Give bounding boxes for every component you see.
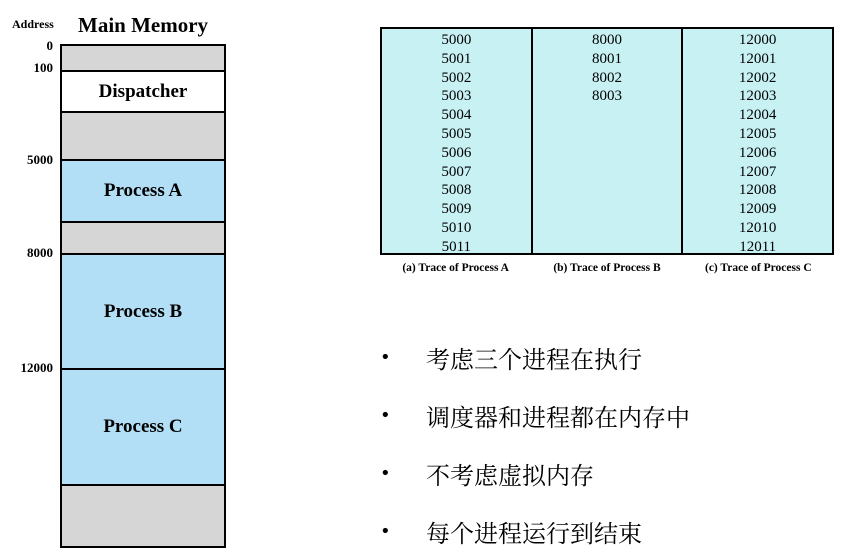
- address-label-5000: 5000: [27, 152, 53, 167]
- trace-cell: 8001: [592, 50, 622, 67]
- address-label-8000: 8000: [27, 245, 53, 260]
- trace-cell: 5004: [441, 107, 472, 124]
- bullet-item: [380, 502, 690, 560]
- trace-cell: 5008: [441, 182, 472, 199]
- bullet-text: 考虑三个进程在执行: [426, 345, 642, 374]
- bullet-marker: •: [380, 462, 391, 484]
- process-b-segment: [60, 253, 226, 370]
- trace-cell: 12005: [738, 125, 777, 142]
- trace-captions: [380, 262, 834, 274]
- bullet-item: [380, 444, 690, 502]
- bullet-list: [380, 328, 690, 560]
- trace-cell: 5002: [441, 69, 472, 86]
- trace-cell: 5003: [441, 88, 472, 105]
- process-c-segment: [60, 368, 226, 486]
- trace-cell: 12004: [738, 107, 777, 124]
- address-header: Address: [12, 17, 54, 31]
- trace-cell: 5009: [441, 201, 472, 218]
- memory-free-segment-bottom: [60, 484, 226, 548]
- trace-cell: 5007: [441, 163, 472, 180]
- trace-cell: 12001: [738, 50, 777, 67]
- trace-column-a: [382, 29, 533, 253]
- trace-cell: 12011: [739, 238, 777, 255]
- address-label-12000: 12000: [20, 360, 53, 375]
- bullet-text: 不考虑虚拟内存: [426, 461, 594, 490]
- trace-cell: 12003: [738, 88, 777, 105]
- trace-cell: 5001: [441, 50, 472, 67]
- memory-free-segment-2: [60, 221, 226, 255]
- trace-cell: 12002: [738, 69, 777, 86]
- trace-cell: 8003: [592, 88, 622, 105]
- trace-column-b: [533, 29, 684, 253]
- trace-cell: 5000: [441, 32, 472, 48]
- memory-free-segment-1: [60, 111, 226, 161]
- bullet-marker: •: [380, 520, 391, 542]
- dispatcher-label: Dispatcher: [98, 80, 188, 102]
- trace-table: [380, 27, 834, 255]
- process-a-label: Process A: [103, 180, 183, 201]
- bullet-item: [380, 386, 690, 444]
- main-memory-title: Main Memory: [78, 13, 209, 37]
- trace-cell: 12008: [738, 182, 777, 199]
- trace-cell: 12000: [738, 32, 777, 48]
- dispatcher-segment: [60, 70, 226, 113]
- trace-column-c: [683, 29, 832, 253]
- trace-cell: 8002: [592, 69, 622, 86]
- bullet-text: 调度器和进程都在内存中: [426, 403, 690, 432]
- trace-caption-c: (c) Trace of Process C: [704, 262, 812, 274]
- trace-cell: 5011: [441, 238, 472, 255]
- address-label-0: 0: [46, 38, 53, 53]
- memory-free-segment-top: [60, 44, 226, 72]
- trace-cell: 12009: [738, 201, 777, 218]
- trace-cell: 12006: [738, 144, 777, 161]
- process-b-label: Process B: [103, 300, 183, 322]
- bullet-marker: •: [380, 404, 391, 426]
- process-c-label: Process C: [103, 416, 183, 437]
- bullet-marker: •: [380, 346, 391, 368]
- trace-caption-b: (b) Trace of Process B: [553, 262, 661, 274]
- trace-cell: 5006: [441, 144, 472, 161]
- address-label-100: 100: [33, 60, 53, 75]
- bullet-text: 每个进程运行到结束: [426, 519, 642, 548]
- trace-caption-a: (a) Trace of Process A: [402, 262, 509, 274]
- bullet-item: [380, 328, 690, 386]
- trace-cell: 8000: [592, 32, 622, 48]
- trace-cell: 5005: [441, 125, 472, 142]
- trace-cell: 12010: [738, 219, 777, 236]
- process-a-segment: [60, 159, 226, 223]
- trace-cell: 5010: [441, 219, 472, 236]
- trace-cell: 12007: [738, 163, 777, 180]
